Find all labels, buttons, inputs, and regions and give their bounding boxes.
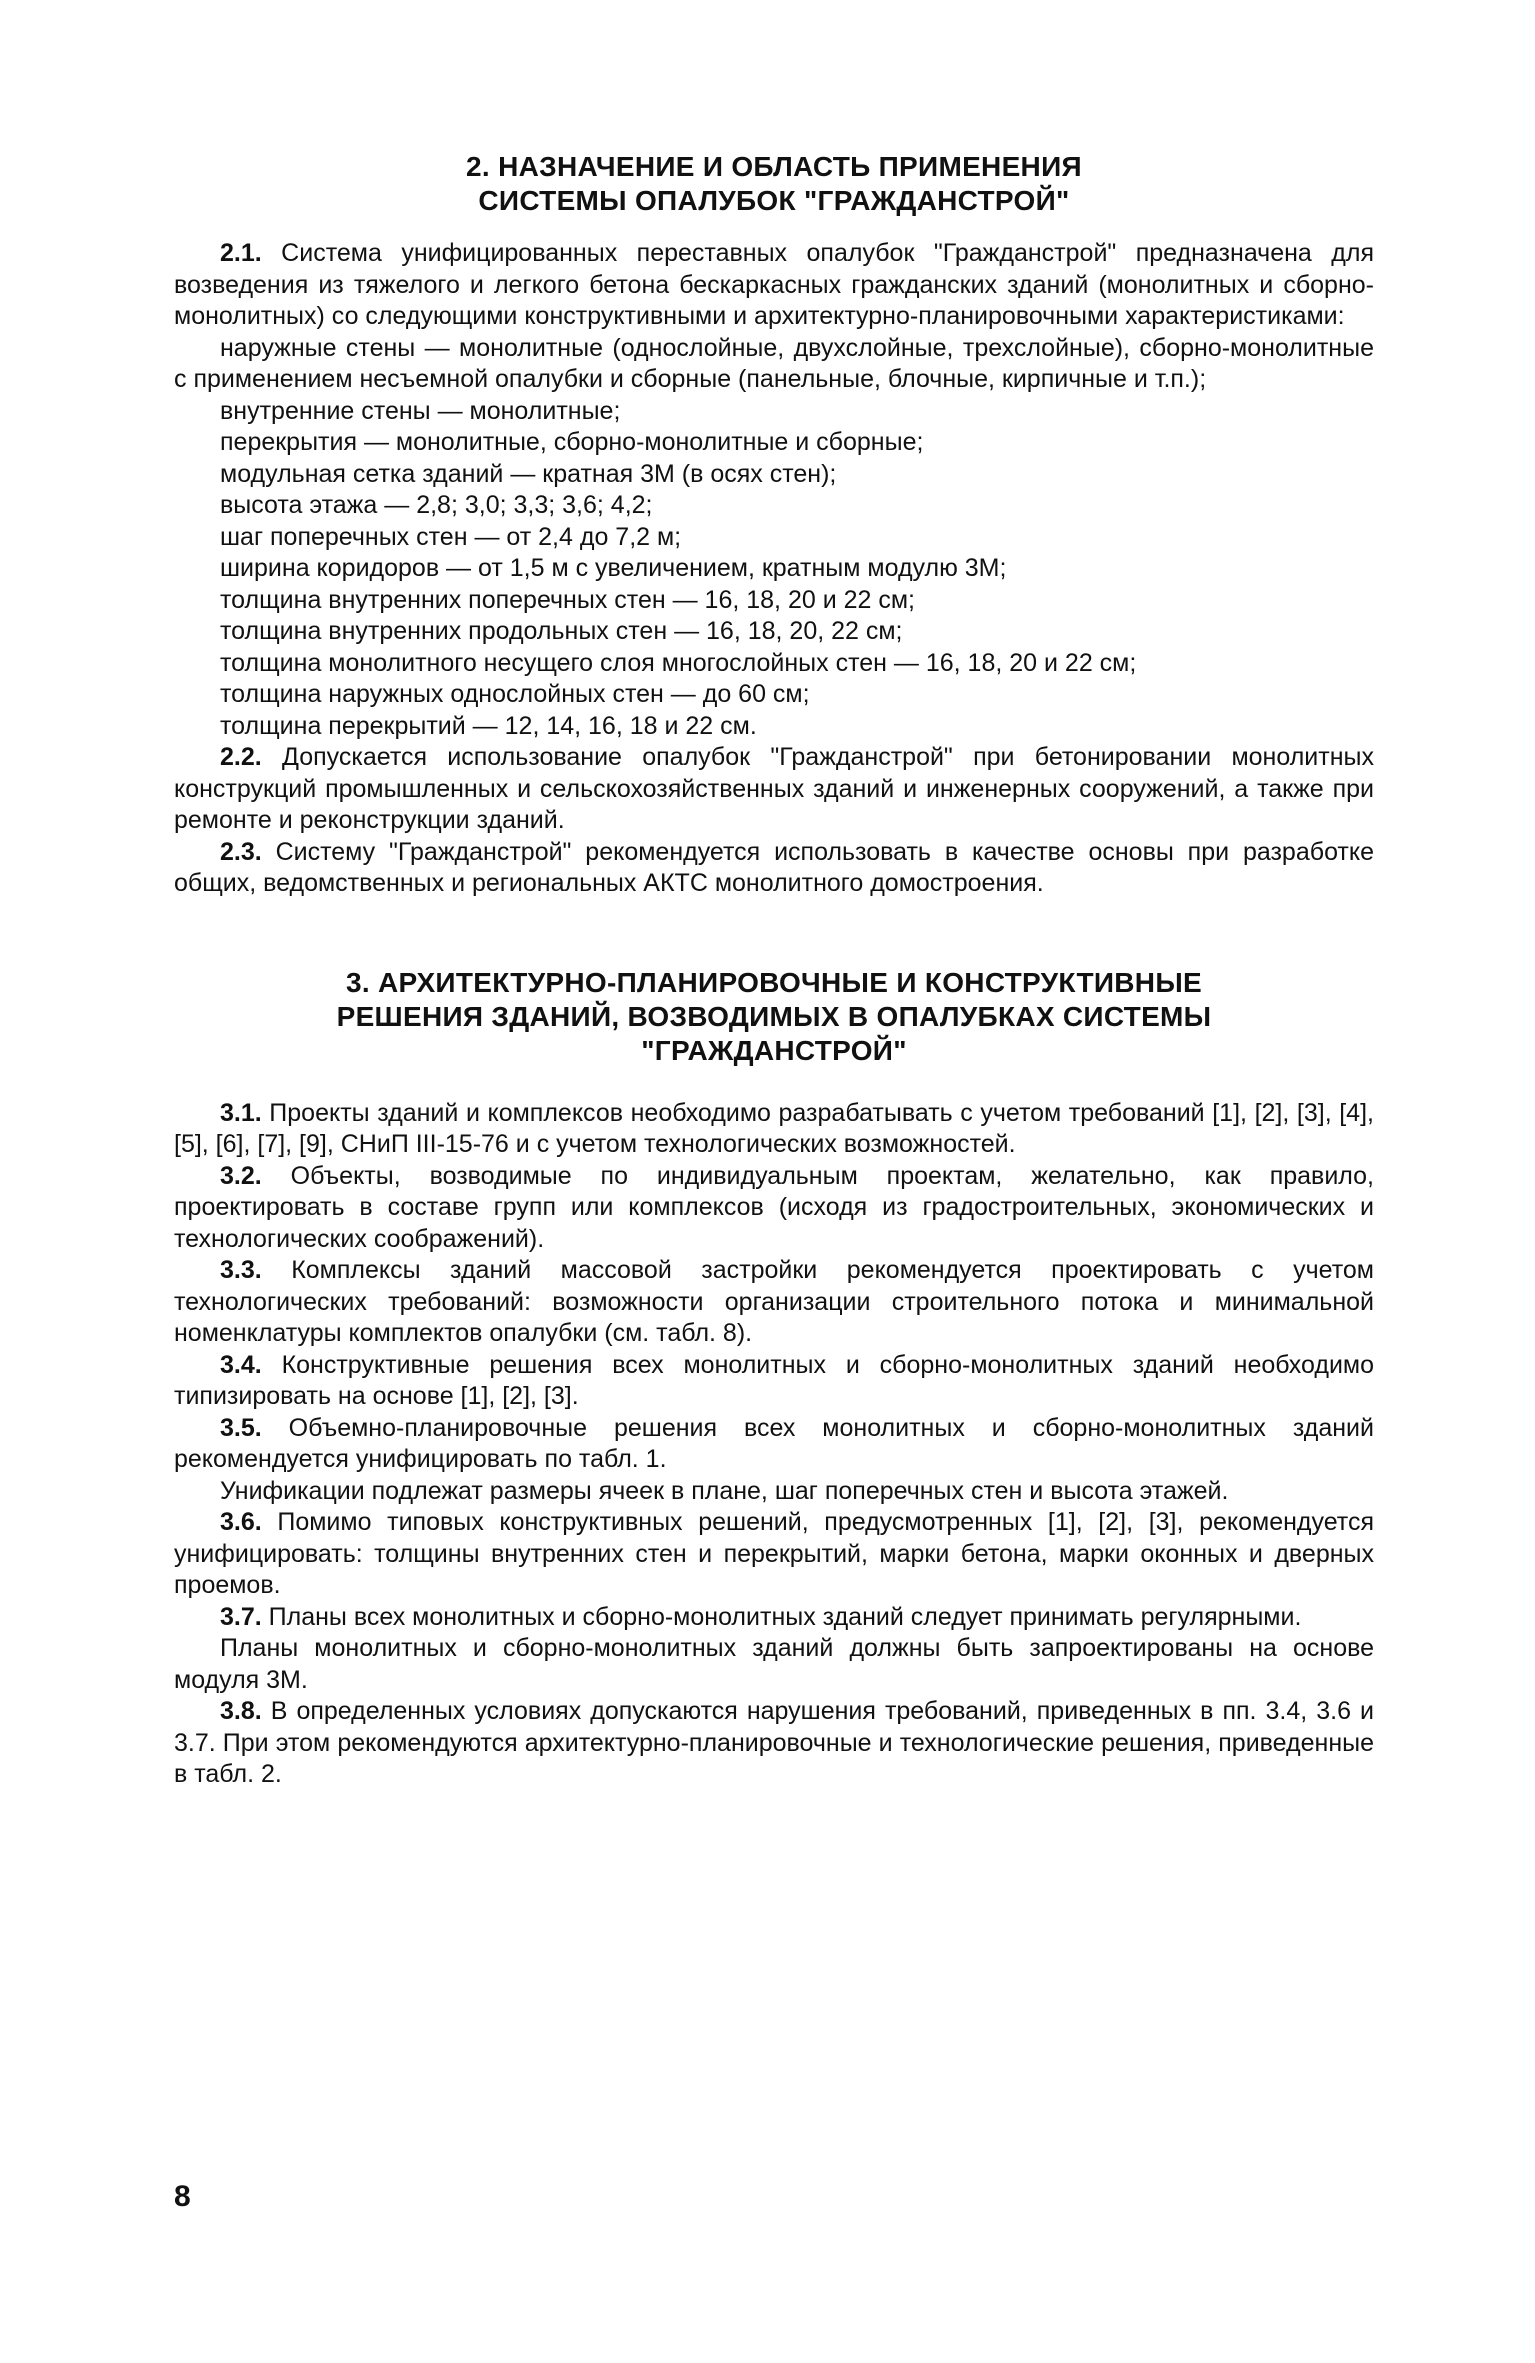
paragraph-text: Объекты, возводимые по индивидуальным проектам, желательно, как правило, проектировать в составе групп или комплексов (исходя из градостроительных, экономических и технологических соображений). xyxy=(174,1161,1374,1253)
paragraph-2-2 xyxy=(174,742,1374,837)
list-item: высота этажа — 2,8; 3,0; 3,3; 3,6; 4,2; xyxy=(220,491,653,519)
paragraph-number: 3.6. xyxy=(220,1508,262,1536)
paragraph-number: 3.8. xyxy=(220,1697,262,1725)
paragraph-text: Конструктивные решения всех монолитных и сборно-монолитных зданий необходимо типизировать на основе [1], [2], [3]. xyxy=(174,1350,1375,1410)
paragraph-text: Помимо типовых конструктивных решений, предусмотренных [1], [2], [3], рекомендуется унифицировать: толщины внутренних стен и перекрытий, марки бетона, марки оконных и дверных проемов. xyxy=(174,1508,1374,1599)
paragraph-3-5-note xyxy=(174,1476,1374,1508)
section-2-title xyxy=(174,150,1374,218)
list-item: толщина перекрытий — 12, 14, 16, 18 и 22 см. xyxy=(220,711,757,740)
list-item: толщина монолитного несущего слоя многослойных стен — 16, 18, 20 и 22 см; xyxy=(220,648,1137,677)
paragraph-3-3 xyxy=(174,1255,1374,1350)
paragraph-text: Система унифицированных переставных опалубок "Гражданстрой" предназначена для возведения из тяжелого и легкого бетона бескаркасных гражданских зданий (монолитных и сборно-монолитных) со следующими конструктивными и архитектурно-планировочными характеристиками: xyxy=(174,239,1374,330)
paragraph-3-8 xyxy=(174,1696,1374,1791)
section-2-title-line: 2. НАЗНАЧЕНИЕ И ОБЛАСТЬ ПРИМЕНЕНИЯ xyxy=(466,151,1082,182)
paragraph-text: Унификации подлежат размеры ячеек в плане, шаг поперечных стен и высота этажей. xyxy=(220,1476,1229,1505)
paragraph-number: 3.5. xyxy=(220,1413,262,1442)
paragraph-2-1 xyxy=(174,238,1374,333)
list-item: наружные стены — монолитные (однослойные, двухслойные, трехслойные), сборно-монолитные с применением несъемной опалубки и сборные (панельные, блочные, кирпичные и т.п.); xyxy=(174,333,1374,393)
paragraph-number: 3.7. xyxy=(220,1602,262,1631)
list-item: ширина коридоров — от 1,5 м с увеличением, кратным модулю 3М; xyxy=(220,554,1007,582)
section-2-title-line: СИСТЕМЫ ОПАЛУБОК "ГРАЖДАНСТРОЙ" xyxy=(478,185,1070,216)
paragraph-3-4 xyxy=(174,1350,1374,1413)
paragraph-number: 3.2. xyxy=(220,1161,262,1190)
paragraph-number: 2.2. xyxy=(220,743,262,771)
paragraph-text: Планы монолитных и сборно-монолитных зданий должны быть запроектированы на основе модуля 3М. xyxy=(174,1634,1374,1694)
section-3-title-line: 3. АРХИТЕКТУРНО-ПЛАНИРОВОЧНЫЕ И КОНСТРУКТИВНЫЕ xyxy=(345,966,1203,998)
section-3-title-line: РЕШЕНИЯ ЗДАНИЙ, ВОЗВОДИМЫХ В ОПАЛУБКАХ СИСТЕМЫ xyxy=(336,1000,1212,1032)
paragraph-text: Комплексы зданий массовой застройки рекомендуется проектировать с учетом технологических требований: возможности организации строительного потока и минимальной номенклатуры комплектов опалубки (см. табл. 8). xyxy=(174,1256,1374,1347)
list-item: толщина внутренних поперечных стен — 16, 18, 20 и 22 см; xyxy=(220,585,915,614)
list-item: внутренние стены — монолитные; xyxy=(220,396,621,425)
paragraph-number: 2.1. xyxy=(220,239,262,267)
paragraph-3-5 xyxy=(174,1413,1374,1476)
paragraph-number: 3.1. xyxy=(220,1098,262,1127)
paragraph-text: Проекты зданий и комплексов необходимо разрабатывать с учетом требований [1], [2], [3], [4], [5], [6], [7], [9], СНиП III-15-76 и с учетом технологических возможностей. xyxy=(174,1098,1374,1158)
list-item: толщина наружных однослойных стен — до 60 см; xyxy=(220,680,810,708)
paragraph-2-3 xyxy=(174,837,1374,900)
section-3-title-line: "ГРАЖДАНСТРОЙ" xyxy=(641,1034,907,1066)
paragraph-3-7-note xyxy=(174,1633,1374,1696)
paragraph-3-2 xyxy=(174,1161,1374,1256)
paragraph-text: В определенных условиях допускаются нарушения требований, приведенных в пп. 3.4, 3.6 и 3.7. При этом рекомендуются архитектурно-планировочные и технологические решения, приведенные в табл. 2. xyxy=(174,1697,1374,1788)
list-item: толщина внутренних продольных стен — 16, 18, 20, 22 см; xyxy=(220,617,903,645)
page-number: 8 xyxy=(174,2180,191,2213)
list-item: шаг поперечных стен — от 2,4 до 7,2 м; xyxy=(220,522,682,551)
paragraph-number: 3.4. xyxy=(220,1350,262,1379)
paragraph-3-6 xyxy=(174,1507,1374,1602)
paragraph-text: Допускается использование опалубок "Гражданстрой" при бетонировании монолитных конструкций промышленных и сельскохозяйственных зданий и инженерных сооружений, а также при ремонте и реконструкции зданий. xyxy=(174,743,1374,834)
paragraph-number: 3.3. xyxy=(220,1256,262,1284)
characteristics-list xyxy=(174,333,1374,743)
paragraph-text: Объемно-планировочные решения всех монолитных и сборно-монолитных зданий рекомендуется унифицировать по табл. 1. xyxy=(174,1413,1374,1473)
paragraph-3-7 xyxy=(174,1602,1374,1634)
page-content xyxy=(174,150,1374,1791)
list-item: перекрытия — монолитные, сборно-монолитные и сборные; xyxy=(220,428,924,456)
section-3-title xyxy=(174,966,1374,1068)
paragraph-3-1 xyxy=(174,1098,1374,1161)
paragraph-text: Планы всех монолитных и сборно-монолитных зданий следует принимать регулярными. xyxy=(268,1602,1302,1631)
list-item: модульная сетка зданий — кратная 3М (в осях стен); xyxy=(220,459,837,488)
paragraph-number: 2.3. xyxy=(220,837,262,866)
paragraph-text: Систему "Гражданстрой" рекомендуется использовать в качестве основы при разработке общих, ведомственных и региональных АКТС монолитного домостроения. xyxy=(174,837,1374,897)
